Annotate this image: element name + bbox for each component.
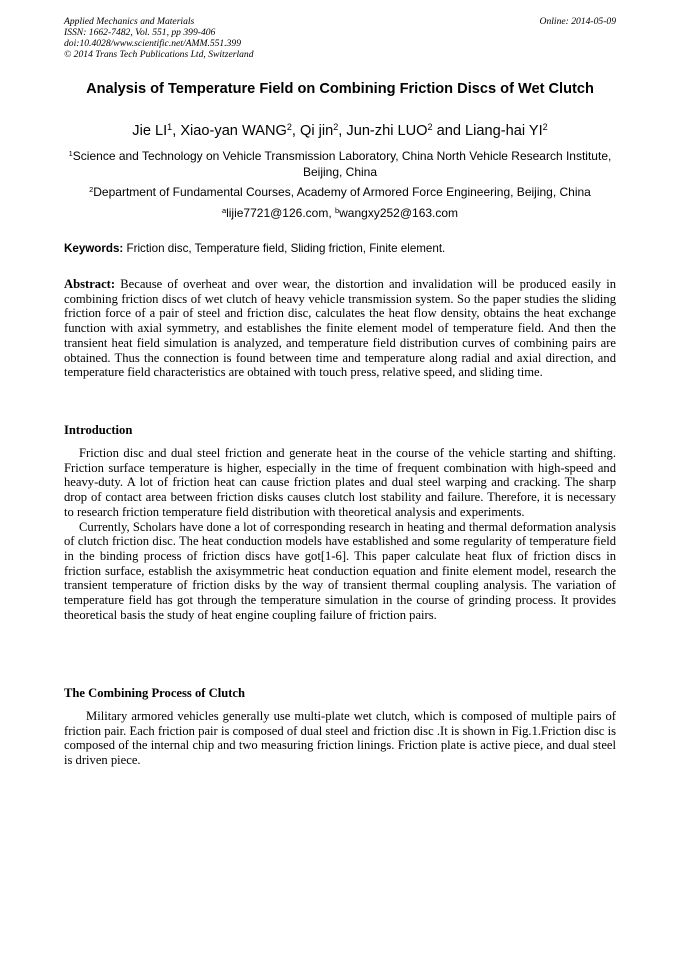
paragraph: Currently, Scholars have done a lot of corresponding research in heating and thermal deformation analysis of clutch friction disc. The heat conduction models have established and some regularity of temperature field in the binding process of friction discs have got[1-6]. This paper calculate heat flux of friction discs in friction surface, establish the axisymmetric heat conduction equation and finite element model, research the transient temperature of friction disks by the way of transient thermal coupling analysis. The variation of temperature field has got through the temperature simulation in the course of grinding process. It provides theoretical basis the study of heat engine coupling failure of friction pairs. (64, 519, 616, 622)
affiliation-2: $^2$Department of Fundamental Courses, Academy of Armored Force Engineering, Beijing, China (89, 184, 591, 199)
affiliation-1: $^1$Science and Technology on Vehicle Transmission Laboratory, China North Vehicle Research Institute, Beijing, China (68, 148, 612, 179)
keywords-text: Friction disc, Temperature field, Sliding friction, Finite element. (126, 242, 446, 255)
author: Jie $LI^1$ (132, 122, 173, 139)
author-list: Jie $LI^1$, Xiao-yan WANG$^2$, Qi jin$^2$, Jun-zhi LUO$^2$ and Liang-hai $YI^2$ (132, 122, 548, 139)
introduction-body (64, 446, 616, 622)
author-emails: $^a$lijie7721@126.com, $^b$wangxy252@163.com (221, 205, 459, 220)
email-link[interactable]: lijie7721@126.com (226, 206, 329, 220)
section-heading-combining-process: The Combining Process of Clutch (64, 686, 245, 700)
author: Qi jin$^2$ (300, 122, 339, 139)
paragraph: Military armored vehicles generally use multi-plate wet clutch, which is composed of multiple pairs of friction pair. Each friction pair is composed of dual steel and friction disc .It is shown in Fig.1.Friction disc is composed of the internal chip and two measuring friction linings. Friction plate is active piece, and dual steel is driven piece. (64, 709, 616, 768)
issn-line: ISSN: 1662-7482, Vol. 551, pp 399-406 (64, 27, 216, 38)
journal-header (64, 16, 616, 60)
paragraph: Friction disc and dual steel friction and generate heat in the course of the vehicle starting and shifting. Friction surface temperature is higher, especially in the time of frequent combination with high-speed and heavy-duty. A lot of friction heat can cause friction plates and dual steel warping and cracking. The sharp drop of contact area between friction disks causes clutch lost stability and failure. Therefore, it is necessary to research friction temperature field distribution with theoretical analysis and experiments. (64, 446, 616, 519)
combining-process-body (64, 709, 616, 768)
keywords (64, 241, 616, 257)
keywords-label: Keywords: (64, 242, 124, 255)
author: Liang-hai $YI^2$ (465, 122, 548, 139)
abstract-label: Abstract: (64, 277, 116, 291)
online-date: Online: 2014-05-09 (539, 16, 616, 27)
section-heading-introduction: Introduction (64, 423, 133, 437)
abstract-text: Because of overheat and over wear, the distortion and invalidation will be produced easily in combining friction discs of wet clutch of heavy vehicle transmission system. So the paper studies the sliding friction force of a pair of steel and friction disc, calculates the heat flow density, obtains the heat exchange function with axial symmetry, and establishes the finite element model of temperature field. And then the transient heat field simulation is analyzed, and temperature field distribution curves of combining pairs are obtained. Thus the connection is found between time and temperature along radial and axial direction, and temperature field characteristics are obtained with touch press, relative speed, and sliding time. (64, 277, 616, 380)
copyright-line: © 2014 Trans Tech Publications Ltd, Switzerland (64, 49, 254, 60)
author: Jun-zhi LUO$^2$ (346, 122, 433, 139)
doi-line: doi:10.4028/www.scientific.net/AMM.551.399 (64, 38, 242, 49)
abstract (64, 277, 616, 380)
author: Xiao-yan WANG$^2$ (180, 122, 292, 139)
paper-title: Analysis of Temperature Field on Combining Friction Discs of Wet Clutch (86, 81, 594, 97)
journal-name: Applied Mechanics and Materials (64, 16, 195, 27)
email-link[interactable]: wangxy252@163.com (339, 206, 459, 220)
